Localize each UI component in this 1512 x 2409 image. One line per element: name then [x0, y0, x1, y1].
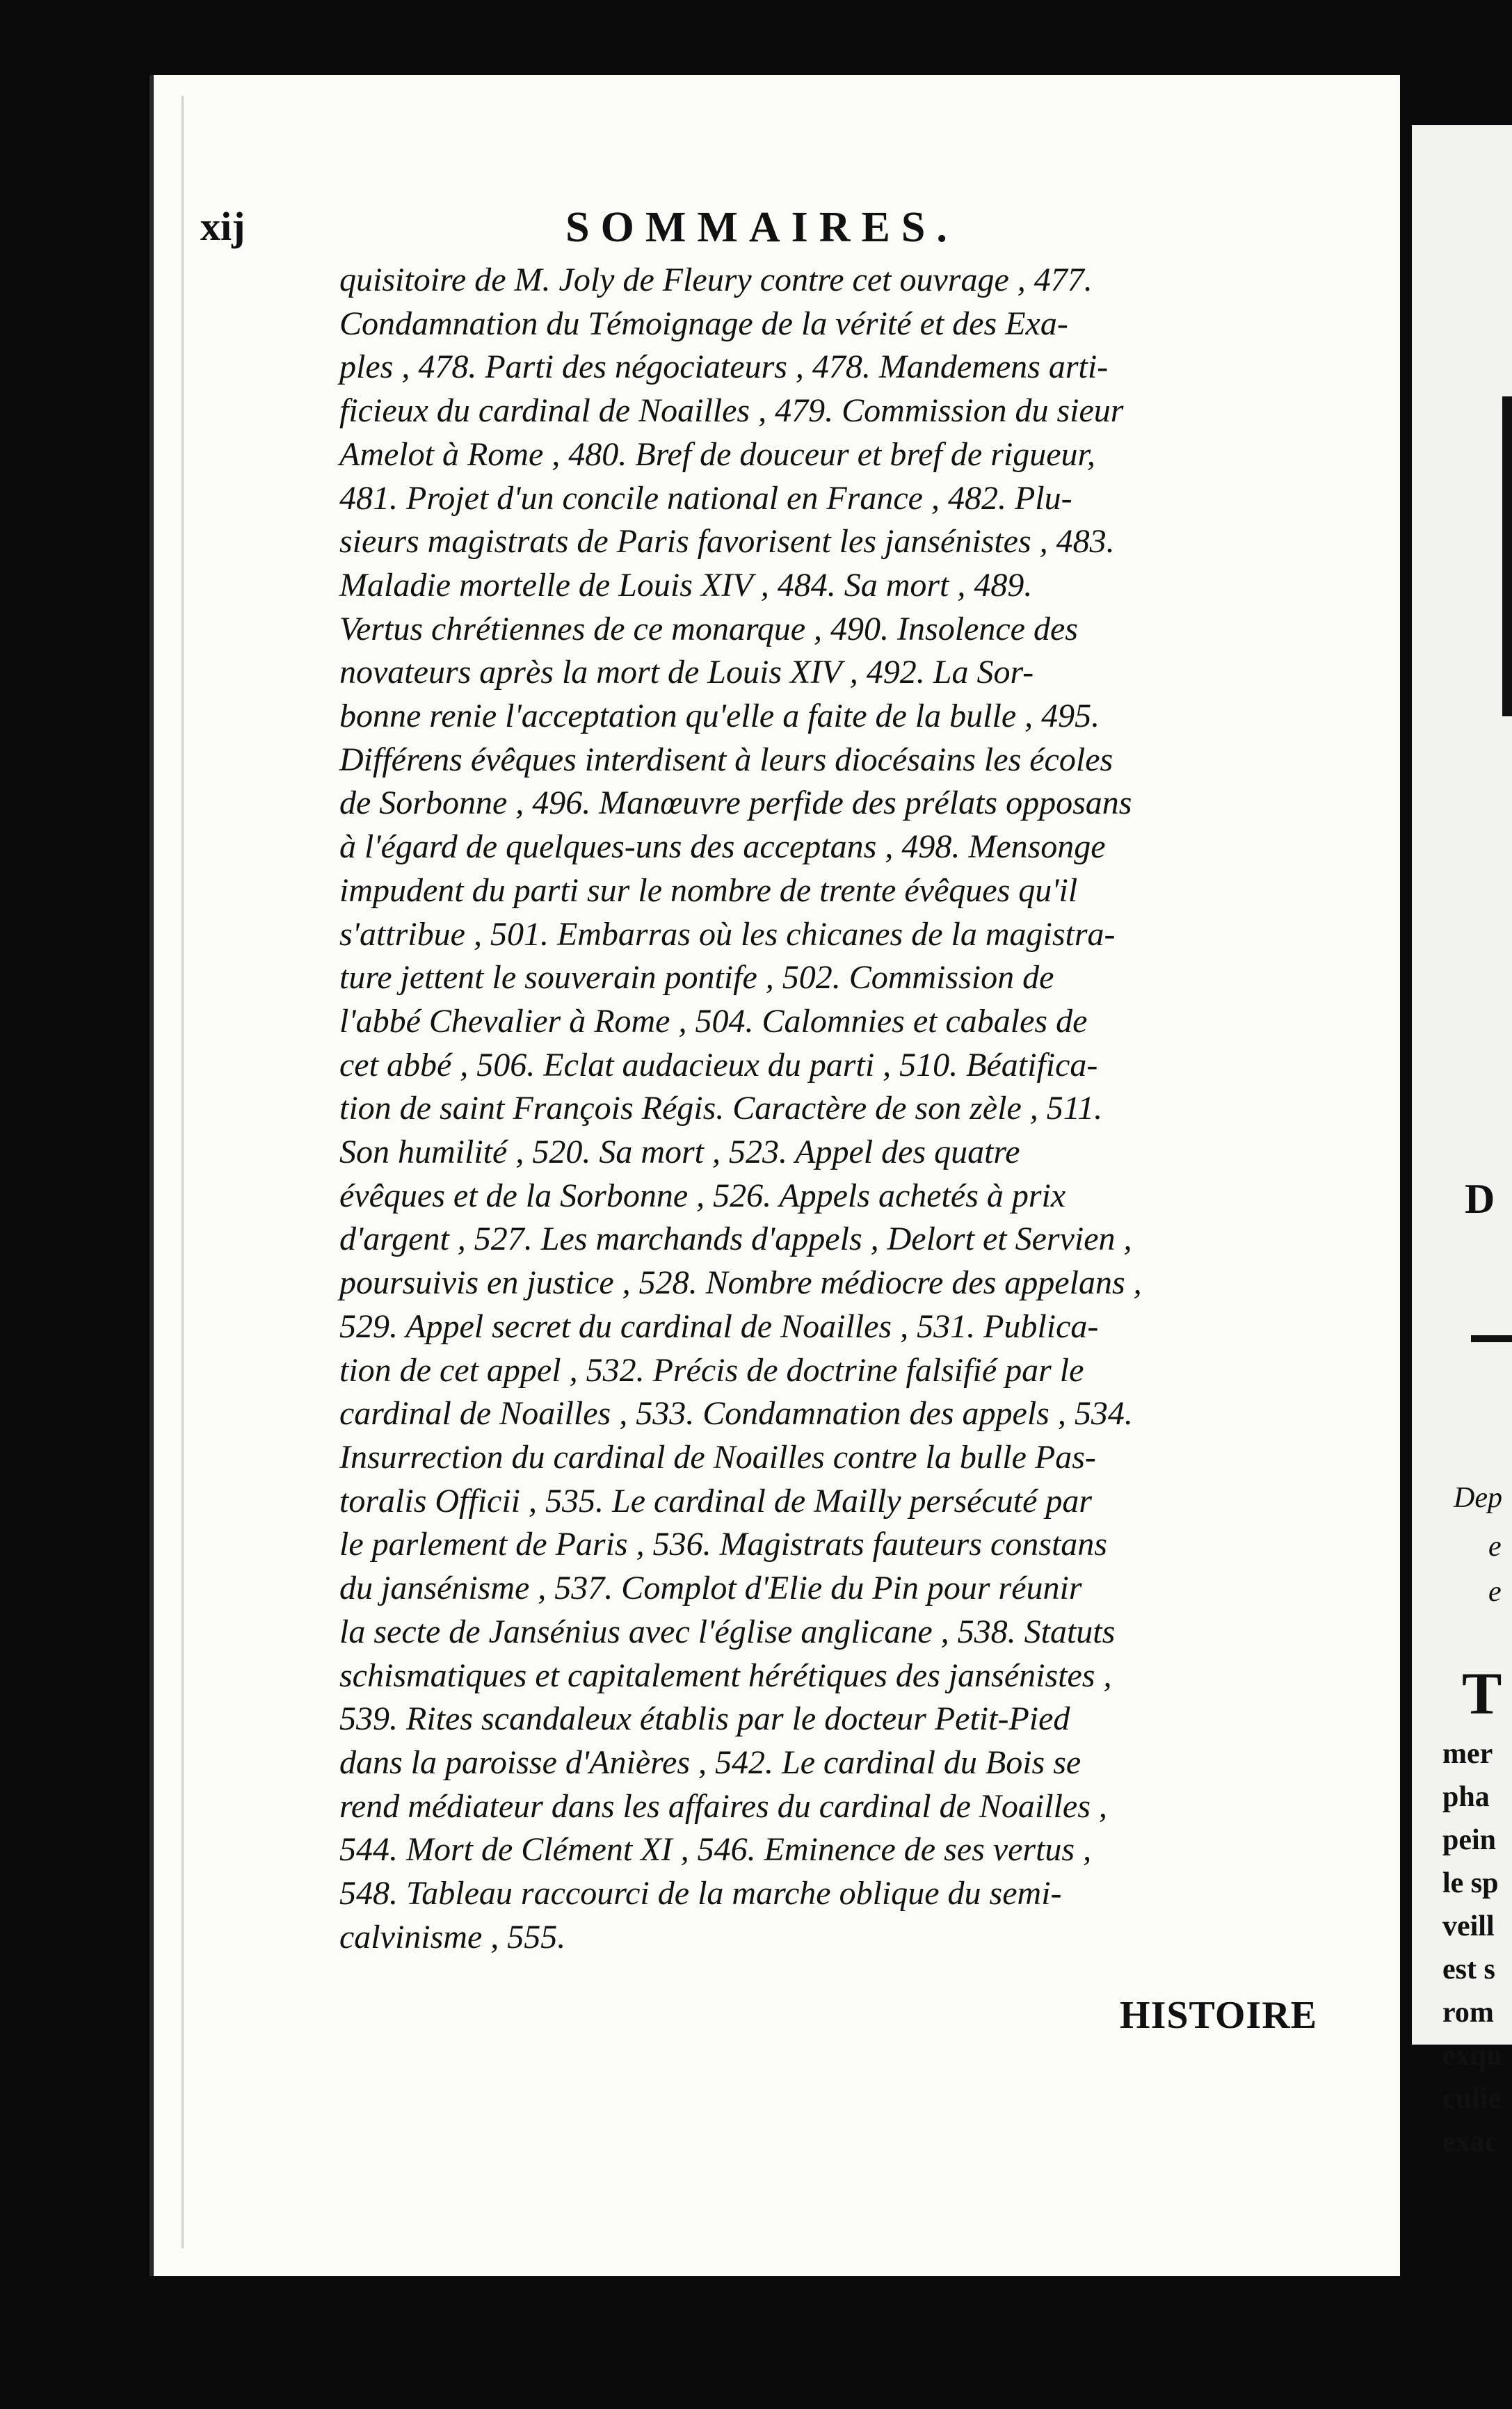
text-line: de Sorbonne , 496. Manœuvre perfide des prélats opposans	[339, 784, 1132, 822]
text-line: schismatiques et capitalement hérétiques des jansénistes ,	[339, 1657, 1112, 1694]
text-line: du jansénisme , 537. Complot d'Elie du Pin pour réunir	[339, 1570, 1082, 1607]
text-line: ples , 478. Parti des négociateurs , 478. Mandemens arti-	[339, 348, 1109, 386]
text-line: Son humilité , 520. Sa mort , 523. Appel des quatre	[339, 1134, 1020, 1171]
text-line: bonne renie l'acceptation qu'elle a faite de la bulle , 495.	[339, 698, 1100, 735]
text-line: sieurs magistrats de Paris favorisent les jansénistes , 483.	[339, 523, 1115, 561]
text-line: le parlement de Paris , 536. Magistrats fauteurs constans	[339, 1526, 1107, 1563]
text-line: la secte de Jansénius avec l'église anglicane , 538. Statuts	[339, 1613, 1116, 1650]
facing-page-fragment: mer	[1442, 1738, 1493, 1770]
text-line: s'attribue , 501. Embarras où les chicanes de la magistra-	[339, 915, 1116, 953]
text-line: 529. Appel secret du cardinal de Noailles , 531. Publica-	[339, 1307, 1099, 1345]
text-line: Vertus chrétiennes de ce monarque , 490. Insolence des	[339, 610, 1078, 647]
text-line: cardinal de Noailles , 533. Condamnation des appels , 534.	[339, 1395, 1133, 1433]
text-line: à l'égard de quelques-uns des acceptans , 498. Mensonge	[339, 828, 1106, 866]
text-line: ficieux du cardinal de Noailles , 479. Commission du sieur	[339, 392, 1124, 430]
text-line: l'abbé Chevalier à Rome , 504. Calomnies et cabales de	[339, 1002, 1088, 1040]
text-line: tion de cet appel , 532. Précis de doctrine falsifié par le	[339, 1351, 1084, 1389]
text-line: cet abbé , 506. Eclat audacieux du parti , 510. Béatifica-	[339, 1046, 1098, 1083]
text-line: Maladie mortelle de Louis XIV , 484. Sa mort , 489.	[339, 566, 1033, 604]
text-line: 548. Tableau raccourci de la marche oblique du semi-	[339, 1875, 1062, 1912]
text-line: ture jettent le souverain pontife , 502. Commission de	[339, 959, 1054, 997]
text-line: Insurrection du cardinal de Noailles contre la bulle Pas-	[339, 1438, 1096, 1476]
facing-page-fragment: pein	[1442, 1824, 1497, 1856]
text-line: 481. Projet d'un concile national en France , 482. Plu-	[339, 479, 1072, 517]
facing-page-rule	[1471, 1335, 1512, 1342]
summary-text	[339, 259, 1317, 1959]
text-line: impudent du parti sur le nombre de trente évêques qu'il	[339, 871, 1078, 909]
text-line: toralis Officii , 535. Le cardinal de Mailly persécuté par	[339, 1482, 1093, 1520]
facing-page-ornament	[1502, 396, 1512, 716]
facing-page	[1412, 125, 1512, 2158]
text-line: 539. Rites scandaleux établis par le docteur Petit-Pied	[339, 1700, 1070, 1738]
running-title: SOMMAIRES.	[565, 204, 958, 251]
facing-page-fragment: exac	[1442, 2126, 1498, 2158]
text-line: novateurs après la mort de Louis XIV , 492. La Sor-	[339, 654, 1034, 691]
text-line: quisitoire de M. Joly de Fleury contre cet ouvrage , 477.	[339, 261, 1093, 298]
text-line: Condamnation du Témoignage de la vérité et des Exa-	[339, 305, 1068, 342]
page-header	[200, 203, 1324, 259]
text-line: poursuivis en justice , 528. Nombre médiocre des appelans ,	[339, 1264, 1142, 1302]
text-line: tion de saint François Régis. Caractère de son zèle , 511.	[339, 1090, 1103, 1127]
facing-page-fragment: exqu	[1442, 2040, 1503, 2072]
text-line: rend médiateur dans les affaires du cardinal de Noailles ,	[339, 1787, 1107, 1825]
facing-page-fragment: e	[1488, 1576, 1502, 1608]
text-line: évêques et de la Sorbonne , 526. Appels achetés à prix	[339, 1177, 1066, 1214]
text-line: calvinisme , 555.	[339, 1918, 566, 1956]
text-line: Différens évêques interdisent à leurs diocésains les écoles	[339, 741, 1113, 778]
facing-page-fragment: D	[1465, 1176, 1495, 1222]
catchword: HISTOIRE	[1120, 1994, 1317, 2037]
facing-page-fragment: T	[1462, 1660, 1502, 1727]
facing-page-fragment: pha	[1442, 1781, 1490, 1813]
text-line: Amelot à Rome , 480. Bref de douceur et bref de rigueur,	[339, 435, 1095, 473]
facing-page-fragment: Dep	[1454, 1482, 1502, 1514]
text-line: d'argent , 527. Les marchands d'appels , Delort et Servien ,	[339, 1220, 1132, 1258]
facing-page-fragment: culie	[1442, 2083, 1501, 2115]
facing-page-fragment: veill	[1442, 1910, 1495, 1942]
page-number: xij	[200, 204, 246, 249]
text-line: dans la paroisse d'Anières , 542. Le cardinal du Bois se	[339, 1743, 1081, 1781]
facing-page-fragment: rom	[1442, 1997, 1494, 2029]
page-fold-shadow	[182, 96, 184, 2248]
facing-page-fragment: e	[1488, 1531, 1502, 1563]
text-line: 544. Mort de Clément XI , 546. Eminence de ses vertus ,	[339, 1831, 1092, 1869]
facing-page-fragment: est s	[1442, 1953, 1495, 1985]
facing-page-fragment: le sp	[1442, 1867, 1499, 1899]
